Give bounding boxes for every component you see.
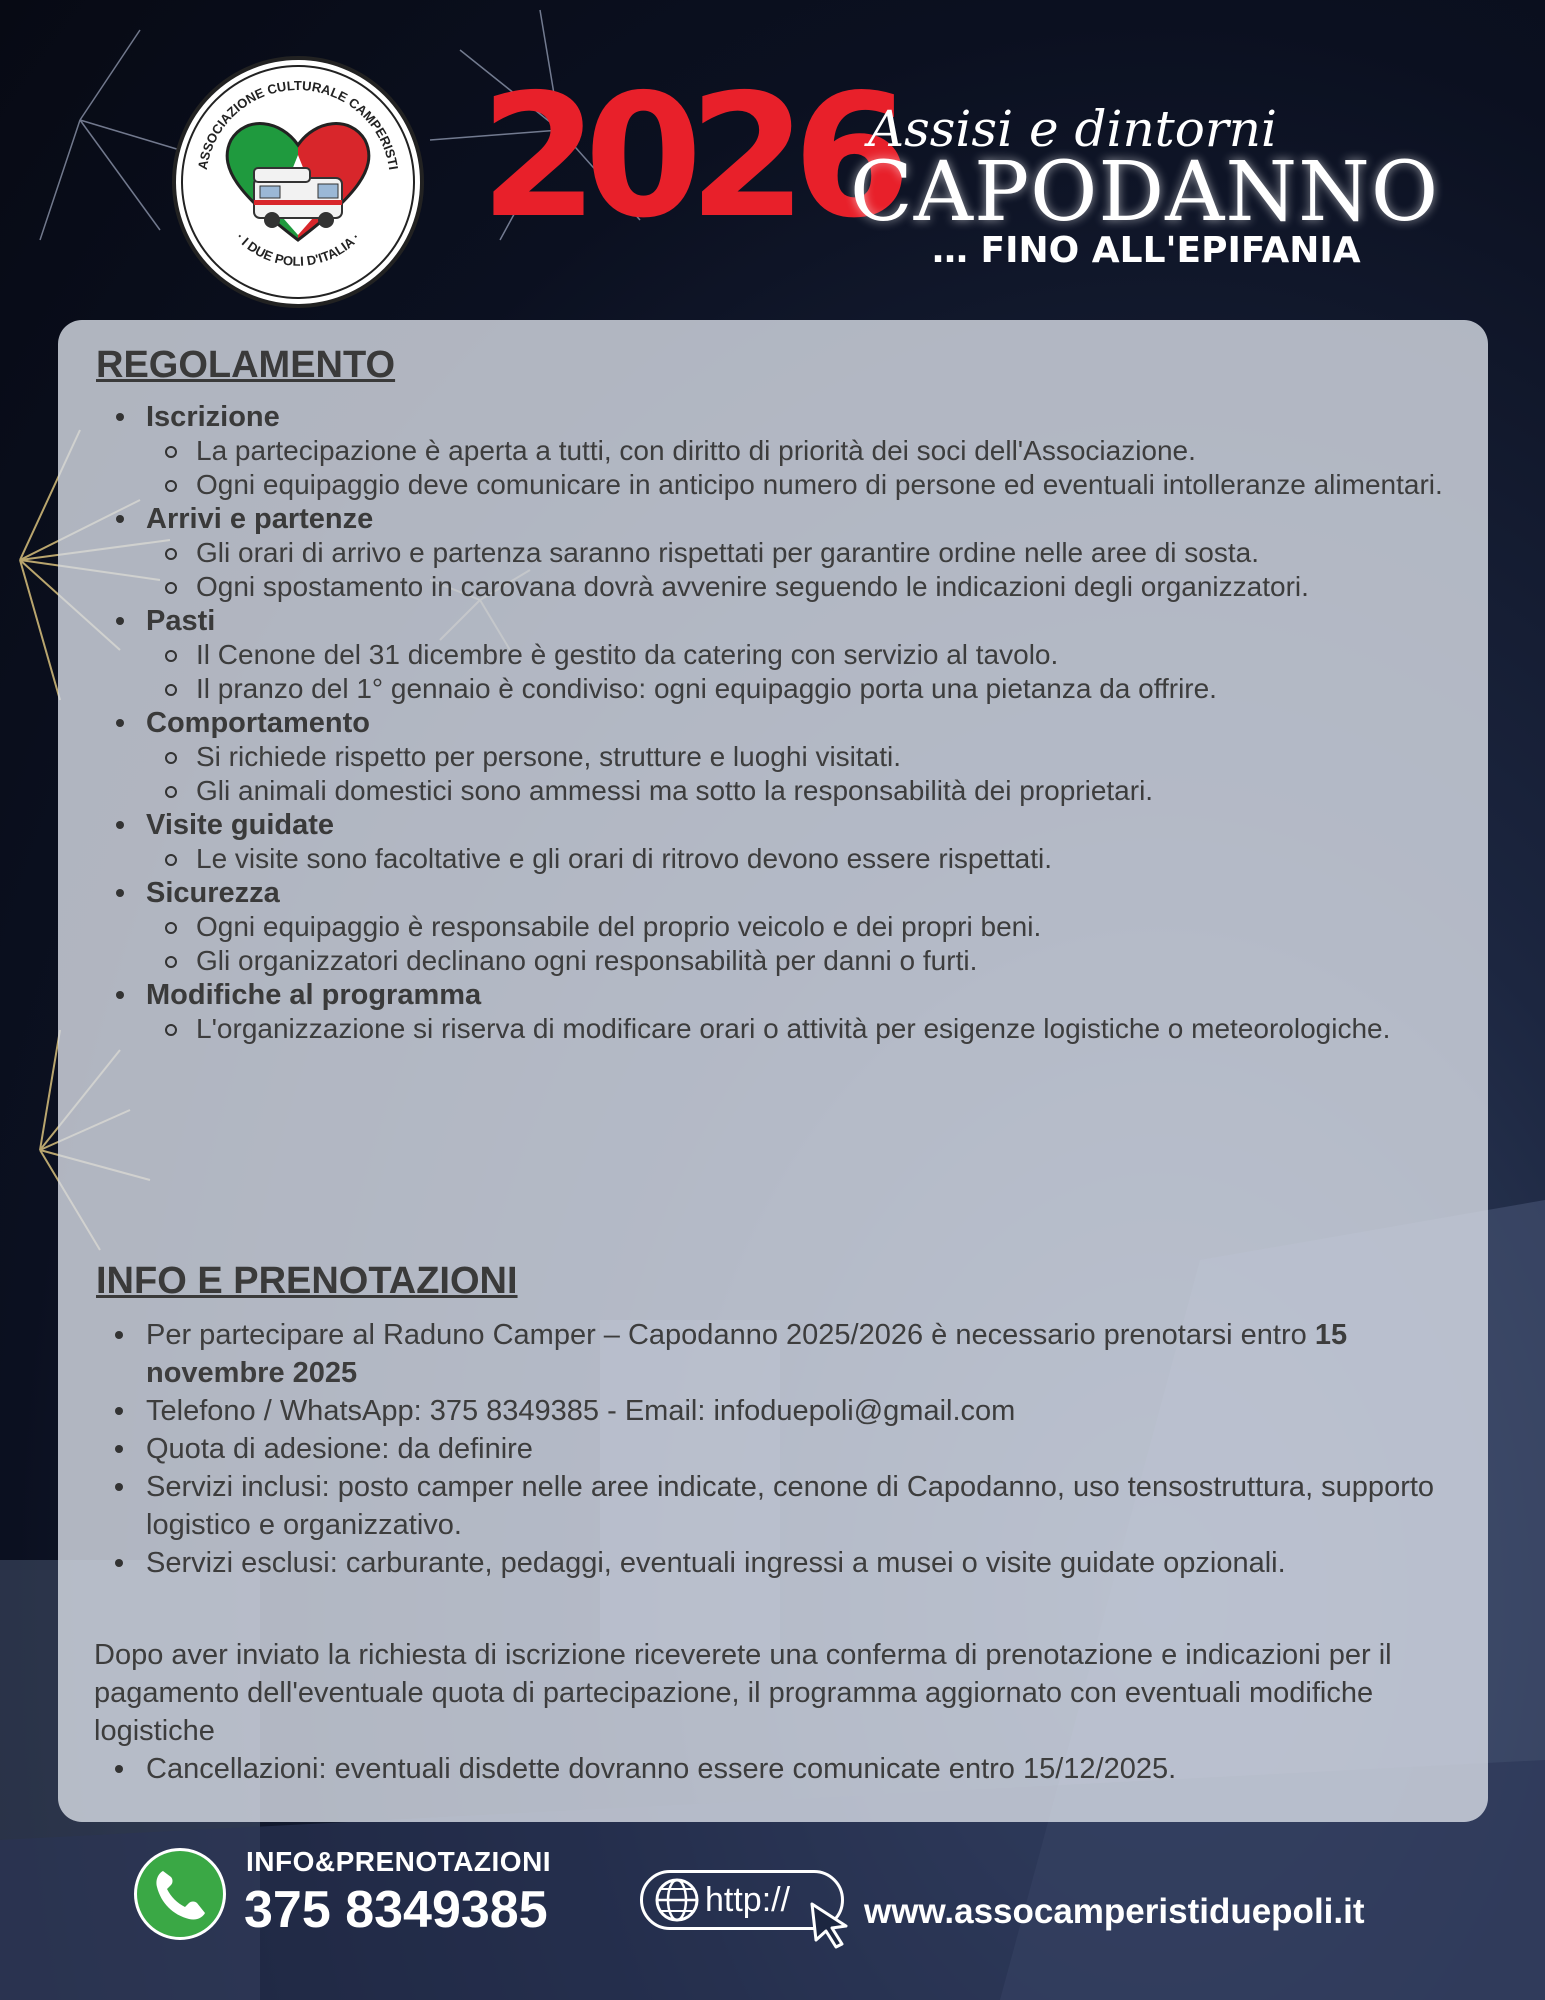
rules-list xyxy=(96,400,1466,1046)
rule-item: Gli animali domestici sono ammessi ma sotto la responsabilità dei proprietari. xyxy=(146,774,1466,808)
association-logo xyxy=(172,56,424,308)
rule-item: Ogni spostamento in carovana dovrà avvenire seguendo le indicazioni degli organizzatori. xyxy=(146,570,1466,604)
booking-text: Per partecipare al Raduno Camper – Capodanno 2025/2026 è necessario prenotarsi entro xyxy=(146,1319,1315,1351)
rule-item: La partecipazione è aperta a tutti, con diritto di priorità dei soci dell'Associazione. xyxy=(146,434,1466,468)
booking-deadline: 15 novembre 2025 xyxy=(146,1319,1348,1389)
rule-item: Gli orari di arrivo e partenza saranno rispettati per garantire ordine nelle aree di sosta. xyxy=(146,536,1466,570)
info-title: INFO E PRENOTAZIONI xyxy=(96,1260,518,1302)
rule-section-comportamento xyxy=(96,706,1466,808)
cursor-icon xyxy=(806,1900,856,1950)
rule-item: Ogni equipaggio è responsabile del proprio veicolo e dei propri beni. xyxy=(146,910,1466,944)
event-year: 2026 xyxy=(480,58,898,256)
info-quota: Quota di adesione: da definire xyxy=(96,1430,1466,1468)
rule-section-pasti xyxy=(96,604,1466,706)
rule-item: Gli organizzatori declinano ogni responsabilità per danni o furti. xyxy=(146,944,1466,978)
info-list xyxy=(96,1316,1466,1582)
rule-item: Il pranzo del 1° gennaio è condiviso: ogni equipaggio porta una pietanza da offrire. xyxy=(146,672,1466,706)
footer-phone-number[interactable]: 375 8349385 xyxy=(244,1881,548,1939)
footer-label: INFO&PRENOTAZIONI xyxy=(246,1846,552,1877)
phone-button[interactable] xyxy=(134,1848,226,1940)
event-subtitle: Assisi e dintorni xyxy=(868,100,1277,158)
globe-icon xyxy=(647,1873,707,1929)
rule-category: Iscrizione xyxy=(146,401,280,433)
rule-section-iscrizione xyxy=(96,400,1466,502)
website-url[interactable]: www.assocamperistiduepoli.it xyxy=(864,1892,1365,1931)
logo-bottom-text: · I DUE POLI D'ITALIA · xyxy=(233,229,363,269)
rule-item: L'organizzazione si riserva di modificare orari o attività per esigenze logistiche o meteorologiche. xyxy=(146,1012,1466,1046)
info-note-text: Dopo aver inviato la richiesta di iscrizione riceverete una conferma di prenotazione e indicazioni per il pagamento dell'eventuale quota di partecipazione, il programma aggiornato con eventuali modifiche logistiche xyxy=(94,1639,1392,1747)
info-cancellazioni: Cancellazioni: eventuali disdette dovranno essere comunicate entro 15/12/2025. xyxy=(96,1750,1466,1788)
rule-section-visite xyxy=(96,808,1466,876)
rule-item: Ogni equipaggio deve comunicare in anticipo numero di persone ed eventuali intolleranze alimentari. xyxy=(146,468,1466,502)
rule-category: Pasti xyxy=(146,605,216,637)
rule-category: Modifiche al programma xyxy=(146,979,482,1011)
rule-item: Le visite sono facoltative e gli orari di ritrovo devono essere rispettati. xyxy=(146,842,1466,876)
info-note xyxy=(94,1636,1464,1750)
info-booking xyxy=(96,1316,1466,1392)
logo-top-text: ASSOCIAZIONE CULTURALE CAMPERISTI xyxy=(194,77,402,171)
logo-emblem xyxy=(176,60,420,304)
info-contact: Telefono / WhatsApp: 375 8349385 - Email: infoduepoli@gmail.com xyxy=(96,1392,1466,1430)
event-title: CAPODANNO xyxy=(850,145,1440,240)
rule-item: Si richiede rispetto per persone, strutture e luoghi visitati. xyxy=(146,740,1466,774)
info-esclusi: Servizi esclusi: carburante, pedaggi, eventuali ingressi a musei o visite guidate opzionali. xyxy=(96,1544,1466,1582)
cancellation-list xyxy=(96,1750,1466,1788)
info-inclusi: Servizi inclusi: posto camper nelle aree indicate, cenone di Capodanno, uso tensostruttura, supporto logistico e organizzativo. xyxy=(96,1468,1466,1544)
rule-item: Il Cenone del 31 dicembre è gestito da catering con servizio al tavolo. xyxy=(146,638,1466,672)
rule-section-sicurezza xyxy=(96,876,1466,978)
content-card xyxy=(58,320,1488,1822)
camper-icon xyxy=(254,168,342,228)
rule-section-modifiche xyxy=(96,978,1466,1046)
rule-section-arrivi xyxy=(96,502,1466,604)
rule-category: Sicurezza xyxy=(146,877,280,909)
event-tagline: … FINO ALL'EPIFANIA xyxy=(932,230,1361,271)
rule-category: Visite guidate xyxy=(146,809,335,841)
rule-category: Arrivi e partenze xyxy=(146,503,374,535)
phone-icon xyxy=(137,1851,223,1937)
regolamento-title: REGOLAMENTO xyxy=(96,344,396,386)
rule-category: Comportamento xyxy=(146,707,370,739)
http-text: http:// xyxy=(705,1881,791,1919)
